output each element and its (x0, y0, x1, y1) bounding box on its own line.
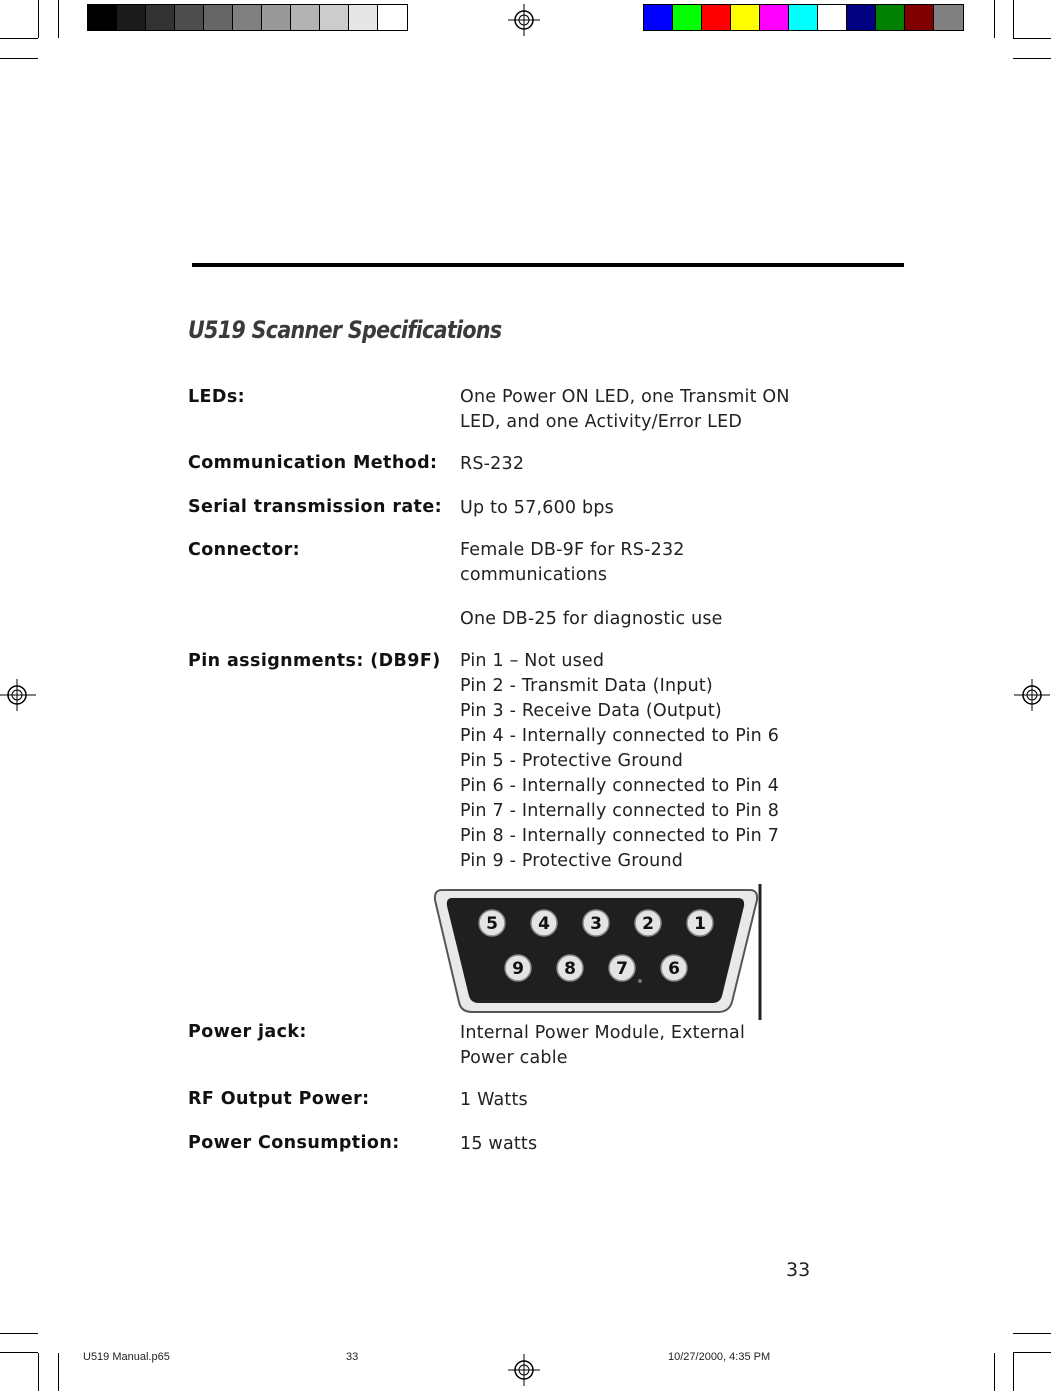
gray-swatch (320, 5, 349, 30)
connector-value: Female DB-9F for RS-232 communications (460, 540, 685, 585)
color-swatch (731, 5, 760, 30)
pin-line: Pin 8 - Internally connected to Pin 7 (460, 826, 780, 846)
comm-method-label: Communication Method: (188, 453, 438, 473)
pin-line: Pin 9 - Protective Ground (460, 851, 684, 871)
gray-swatch (262, 5, 291, 30)
power-consumption-value: 15 watts (460, 1134, 538, 1154)
pin-line: Pin 7 - Internally connected to Pin 8 (460, 801, 780, 821)
gray-swatch (88, 5, 117, 30)
pin-line: Pin 3 - Receive Data (Output) (460, 701, 722, 721)
rf-output-label: RF Output Power: (188, 1089, 370, 1109)
pin-line: Pin 2 - Transmit Data (Input) (460, 676, 713, 696)
connector-pin-label: 4 (538, 914, 550, 934)
comm-method-value: RS-232 (460, 454, 525, 474)
color-swatch (673, 5, 702, 30)
power-consumption-label: Power Consumption: (188, 1133, 400, 1153)
color-swatch (760, 5, 789, 30)
connector-pin-label: 1 (694, 914, 706, 934)
gray-swatch (233, 5, 262, 30)
connector-pin-label: 5 (486, 914, 498, 934)
registration-mark-left (0, 679, 36, 711)
pin-line: Pin 6 - Internally connected to Pin 4 (460, 776, 780, 796)
connector-label: Connector: (188, 540, 301, 560)
page-number: 33 (786, 1259, 811, 1281)
section-rule (192, 263, 904, 267)
registration-mark-bottom (508, 1354, 540, 1386)
connector-pin-label: 7 (616, 959, 628, 979)
slug-filename: U519 Manual.p65 (83, 1351, 170, 1363)
color-calibration-bar (643, 4, 964, 31)
connector-pin-label: 2 (642, 914, 654, 934)
connector-diagnostic-value: One DB-25 for diagnostic use (460, 609, 723, 629)
pin-line: Pin 4 - Internally connected to Pin 6 (460, 726, 780, 746)
slug-page: 33 (346, 1351, 359, 1363)
gray-swatch (349, 5, 378, 30)
color-swatch (847, 5, 876, 30)
gray-calibration-bar (87, 4, 408, 31)
color-swatch (644, 5, 673, 30)
color-swatch (934, 5, 963, 30)
pin-assignments-label: Pin assignments: (DB9F) (188, 651, 441, 671)
color-swatch (818, 5, 847, 30)
gray-swatch (291, 5, 320, 30)
gray-swatch (146, 5, 175, 30)
leds-label: LEDs: (188, 387, 246, 407)
page-title: U519 Scanner Specifications (188, 316, 502, 344)
serial-rate-value: Up to 57,600 bps (460, 498, 614, 518)
connector-pin-label: 8 (564, 959, 576, 979)
gray-swatch (204, 5, 233, 30)
registration-mark-right (1014, 679, 1050, 711)
gray-swatch (117, 5, 146, 30)
registration-mark-top (508, 4, 540, 36)
pin-line: Pin 5 - Protective Ground (460, 751, 684, 771)
color-swatch (789, 5, 818, 30)
connector-pin-label: 3 (590, 914, 602, 934)
slug-date: 10/27/2000, 4:35 PM (668, 1351, 771, 1363)
power-jack-value: Internal Power Module, External Power cable (460, 1023, 746, 1068)
pin-line: Pin 1 – Not used (460, 651, 605, 671)
rf-output-value: 1 Watts (460, 1090, 528, 1110)
color-swatch (702, 5, 731, 30)
pin-assignments-list (460, 649, 820, 874)
power-jack-label: Power jack: (188, 1022, 307, 1042)
leds-value: One Power ON LED, one Transmit ON LED, and one Activity/Error LED (460, 387, 790, 432)
color-swatch (876, 5, 905, 30)
gray-swatch (175, 5, 204, 30)
gray-swatch (378, 5, 407, 30)
color-swatch (905, 5, 934, 30)
db9-connector-diagram (432, 884, 762, 1020)
connector-pin-label: 9 (512, 959, 524, 979)
serial-rate-label: Serial transmission rate: (188, 497, 442, 517)
connector-pin-label: 6 (668, 959, 680, 979)
